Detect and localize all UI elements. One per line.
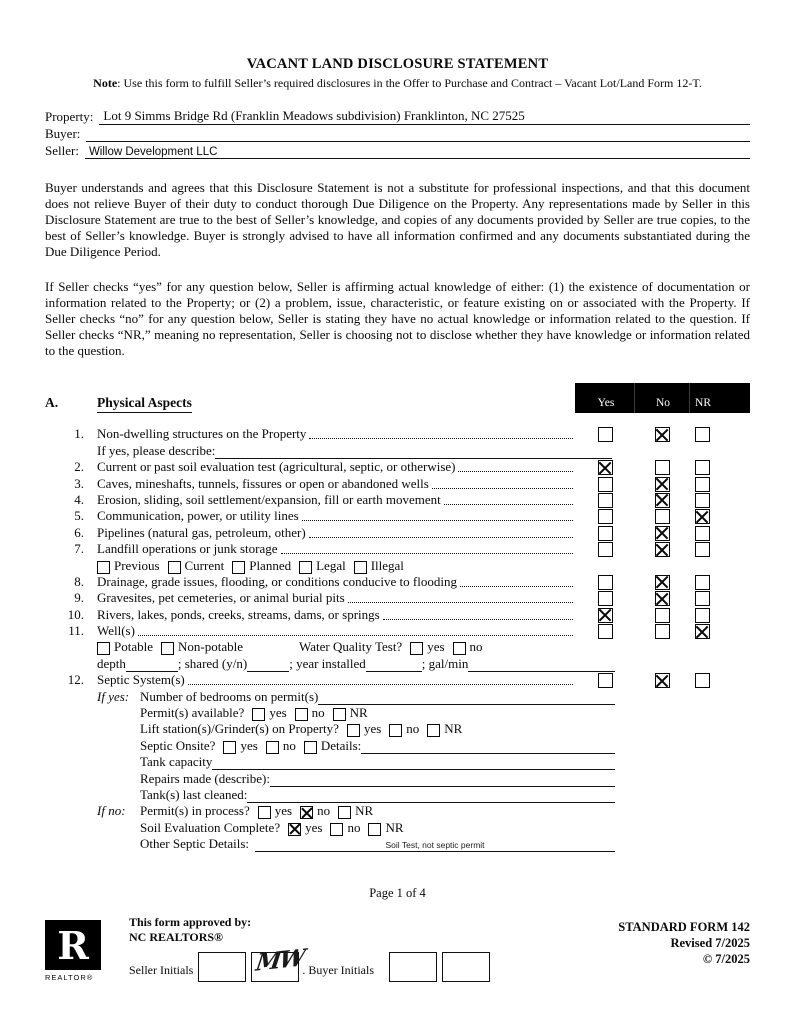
well-details-row — [97, 655, 615, 671]
seller-row — [45, 142, 750, 159]
checkbox-wqt-no[interactable] — [453, 642, 466, 655]
checkbox-no[interactable] — [655, 608, 670, 623]
question-row-8 — [45, 574, 750, 590]
question-row-12 — [45, 672, 750, 688]
question-number: 1. — [74, 426, 84, 442]
checkbox-current[interactable] — [168, 561, 181, 574]
septic-lift-row — [97, 721, 615, 737]
describe-row — [97, 442, 750, 458]
checkbox-permits-no[interactable] — [295, 708, 308, 721]
section-letter: A. — [45, 395, 59, 410]
yes-label: yes — [269, 705, 287, 721]
bedrooms-input-line[interactable] — [318, 692, 615, 705]
question-number: 10. — [67, 606, 84, 622]
other-septic-details-input-line[interactable] — [255, 839, 615, 852]
dot-leader — [458, 471, 573, 472]
septic-repairs-row — [97, 770, 615, 786]
dot-leader — [444, 504, 573, 505]
dot-leader — [281, 553, 573, 554]
realtor-logo-icon: R — [45, 920, 101, 970]
nr-label: NR — [444, 721, 463, 737]
answer-checkboxes — [575, 492, 750, 508]
question-row-9 — [45, 590, 750, 606]
gal-min-input-line[interactable] — [468, 659, 615, 672]
year-input-line[interactable] — [366, 659, 422, 672]
column-separator — [689, 383, 690, 413]
question-number: 9. — [74, 590, 84, 606]
soil-eval-label: Soil Evaluation Complete? — [140, 819, 281, 835]
answer-checkboxes — [575, 606, 750, 622]
no-label: no — [282, 737, 296, 753]
question-number: 7. — [74, 541, 84, 557]
no-label: no — [347, 819, 361, 835]
gal-min-label: ; gal/min — [421, 655, 469, 671]
question-row-6 — [45, 524, 750, 540]
answer-checkboxes — [575, 508, 750, 524]
answer-checkboxes — [575, 574, 750, 590]
checkbox-in-process-nr[interactable] — [338, 806, 351, 819]
question-text: Communication, power, or utility lines — [97, 508, 299, 524]
septic-tank-capacity-row — [97, 754, 615, 770]
checkbox-wqt-yes[interactable] — [410, 642, 423, 655]
seller-signature: MW — [254, 944, 306, 977]
dot-leader — [309, 537, 573, 538]
nr-label: NR — [355, 803, 374, 819]
water-quality-test-label: Water Quality Test? — [298, 639, 403, 655]
checkbox-legal[interactable] — [299, 561, 312, 574]
septic-onsite-label: Septic Onsite? — [140, 737, 216, 753]
checkbox-no[interactable] — [655, 591, 670, 606]
checkbox-lift-nr[interactable] — [427, 724, 440, 737]
seller-input[interactable]: Willow Development LLC — [85, 146, 750, 159]
describe-label: If yes, please describe: — [97, 442, 216, 458]
septic-onsite-row — [97, 737, 615, 753]
no-label: no — [311, 705, 325, 721]
checkbox-yes[interactable] — [598, 673, 613, 688]
question-row-2 — [45, 459, 750, 475]
depth-label: depth — [97, 655, 126, 671]
no-label: no — [317, 803, 331, 819]
question-text: Non-dwelling structures on the Property — [97, 426, 307, 442]
shared-label: ; shared (y/n) — [177, 655, 248, 671]
note-label: Note — [93, 76, 118, 90]
describe-input-line[interactable] — [215, 446, 612, 459]
checkbox-permits-yes[interactable] — [252, 708, 265, 721]
question-number: 4. — [74, 491, 84, 507]
checkbox-nr[interactable] — [695, 673, 710, 688]
checkbox-nr[interactable] — [695, 427, 710, 442]
septic-bedrooms-row — [97, 688, 615, 704]
question-row-5 — [45, 508, 750, 524]
checkbox-lift-yes[interactable] — [347, 724, 360, 737]
buyer-row — [45, 125, 750, 142]
yes-label: yes — [427, 639, 445, 655]
question-text: Pipelines (natural gas, petroleum, other) — [97, 524, 306, 540]
potable-label: Potable — [114, 639, 153, 655]
question-text: Erosion, sliding, soil settlement/expansion, fill or earth movement — [97, 491, 441, 507]
property-input[interactable]: Lot 9 Simms Bridge Rd (Franklin Meadows subdivision) Franklinton, NC 27525 — [99, 108, 750, 125]
answer-checkboxes — [575, 672, 750, 688]
question-row-4 — [45, 492, 750, 508]
nr-label: NR — [385, 819, 404, 835]
checkbox-lift-no[interactable] — [389, 724, 402, 737]
approved-line-1: This form approved by: — [129, 915, 252, 930]
if-yes-label: If yes: — [97, 688, 130, 704]
year-installed-label: ; year installed — [289, 655, 366, 671]
checkbox-nr[interactable] — [695, 526, 710, 541]
seller-initials-label: Seller Initials — [129, 963, 194, 978]
checkbox-nr[interactable] — [695, 591, 710, 606]
buyer-initials-box-2[interactable] — [442, 952, 490, 982]
dot-leader — [309, 438, 573, 439]
party-fields — [45, 108, 750, 159]
checkbox-nr[interactable] — [695, 608, 710, 623]
section-a-header — [45, 381, 750, 413]
yes-label: yes — [305, 819, 323, 835]
footer — [45, 915, 750, 982]
property-row — [45, 108, 750, 125]
seller-initials-box-2[interactable] — [251, 944, 306, 982]
checkbox-yes[interactable] — [598, 608, 613, 623]
septic-soil-eval-row — [97, 819, 615, 835]
option-label: Illegal — [370, 557, 404, 573]
buyer-initials-box-1[interactable] — [389, 952, 437, 982]
yes-label: yes — [363, 721, 382, 737]
question-number: 2. — [74, 459, 84, 475]
seller-label: Seller: — [45, 143, 79, 158]
property-label: Property: — [45, 109, 94, 124]
last-cleaned-input-line[interactable] — [247, 790, 615, 803]
checkbox-no[interactable] — [655, 509, 670, 524]
dot-leader — [348, 602, 573, 603]
checkbox-illegal[interactable] — [354, 561, 367, 574]
answer-checkboxes — [575, 475, 750, 491]
question-text: Rivers, lakes, ponds, creeks, streams, dams, or springs — [97, 606, 380, 622]
question-text: Well(s) — [97, 623, 135, 639]
copyright-date: © 7/2025 — [702, 952, 750, 967]
septic-permits-available-row — [97, 705, 615, 721]
seller-initials-box-1[interactable] — [198, 952, 246, 982]
question-list — [45, 426, 750, 852]
option-label: Legal — [316, 557, 346, 573]
question-text: Landfill operations or junk storage — [97, 541, 278, 557]
checkbox-yes[interactable] — [598, 542, 613, 557]
checkbox-soil-eval-yes[interactable] — [288, 823, 301, 836]
checkbox-yes[interactable] — [598, 526, 613, 541]
no-label: no — [469, 639, 483, 655]
answer-checkboxes — [575, 590, 750, 606]
form-id-block — [618, 915, 750, 982]
checkbox-no[interactable] — [655, 673, 670, 688]
depth-input-line[interactable] — [126, 659, 178, 672]
permits-in-process-label: Permit(s) in process? — [140, 803, 250, 819]
dot-leader — [432, 488, 573, 489]
checkbox-soil-eval-nr[interactable] — [368, 823, 381, 836]
checkbox-potable[interactable] — [97, 642, 110, 655]
buyer-input[interactable] — [86, 141, 750, 142]
checkbox-yes[interactable] — [598, 591, 613, 606]
question-row-1 — [45, 426, 750, 442]
checkbox-nr[interactable] — [695, 542, 710, 557]
question-number: 12. — [67, 672, 84, 688]
column-header-yes: Yes — [597, 397, 615, 409]
standard-form-number: STANDARD FORM 142 — [618, 920, 750, 935]
question-text: Current or past soil evaluation test (agricultural, septic, or otherwise) — [97, 459, 456, 475]
page-number: Page 1 of 4 — [369, 886, 426, 901]
checkbox-no[interactable] — [655, 477, 670, 492]
checkbox-yes[interactable] — [598, 477, 613, 492]
repairs-input-line[interactable] — [270, 774, 615, 787]
checkbox-previous[interactable] — [97, 561, 110, 574]
column-header-nr: NR — [695, 397, 711, 409]
septic-other-details-row — [97, 836, 615, 852]
yes-label: yes — [240, 737, 258, 753]
permits-available-label: Permit(s) available? — [140, 705, 245, 721]
answer-checkboxes — [575, 623, 750, 639]
section-heading: Physical Aspects — [97, 395, 192, 413]
question-text: Drainage, grade issues, flooding, or conditions conducive to flooding — [97, 573, 457, 589]
question-row-7 — [45, 541, 750, 557]
tank-capacity-label: Tank capacity — [140, 754, 213, 770]
question-text: Gravesites, pet cemeteries, or animal burial pits — [97, 590, 345, 606]
approved-block — [129, 915, 490, 982]
checkbox-no[interactable] — [655, 460, 670, 475]
revised-date: Revised 7/2025 — [670, 936, 750, 951]
checkbox-no[interactable] — [655, 575, 670, 590]
checkbox-permits-nr[interactable] — [333, 708, 346, 721]
disclosure-paragraph-1: Buyer understands and agrees that this Disclosure Statement is not a substitute for professional inspections, and that this document does not relieve Buyer of their duty to conduct thorough Due Diligence on the Property. Any representations made by Seller in this Disclosure Statement are true to the best of Seller’s knowledge, and copies of any documents provided by Seller are true copies, to the best of Seller’s knowledge. Buyer is strongly advised to have all information confirmed and any documents substantiated during the Due Diligence Period. — [45, 180, 750, 259]
other-septic-details-label: Other Septic Details: — [140, 836, 250, 852]
well-type-row — [97, 639, 750, 655]
checkbox-in-process-no[interactable] — [300, 806, 313, 819]
question-number: 11. — [68, 623, 84, 639]
note-text: : Use this form to fulfill Seller’s required disclosures in the Offer to Purchase and Contract – Vacant Lot/Land Form 12-T. — [117, 76, 702, 90]
checkbox-in-process-yes[interactable] — [258, 806, 271, 819]
details-label: Details: — [320, 737, 362, 753]
answer-checkboxes — [575, 426, 750, 442]
checkbox-onsite-details[interactable] — [304, 741, 317, 754]
yes-label: yes — [274, 803, 293, 819]
checkbox-nr[interactable] — [695, 509, 710, 524]
checkbox-no[interactable] — [655, 624, 670, 639]
checkbox-non-potable[interactable] — [161, 642, 174, 655]
option-label: Current — [184, 557, 225, 573]
septic-last-cleaned-row — [97, 787, 615, 803]
buyer-label: Buyer: — [45, 126, 81, 141]
checkbox-planned[interactable] — [232, 561, 245, 574]
column-header-no: No — [655, 397, 671, 409]
dot-leader — [460, 586, 573, 587]
realtor-logo-block — [45, 915, 129, 982]
question-text: Caves, mineshafts, tunnels, fissures or open or abandoned wells — [97, 475, 429, 491]
checkbox-no[interactable] — [655, 542, 670, 557]
checkbox-yes[interactable] — [598, 509, 613, 524]
landfill-options-row — [97, 557, 750, 573]
tank-capacity-input-line[interactable] — [212, 757, 615, 770]
option-label: Previous — [114, 557, 160, 573]
dot-leader — [302, 520, 573, 521]
no-label: no — [406, 721, 420, 737]
realtor-logo-text: REALTOR® — [45, 973, 94, 983]
checkbox-onsite-no[interactable] — [266, 741, 279, 754]
checkbox-no[interactable] — [655, 493, 670, 508]
dot-leader — [383, 619, 573, 620]
initials-row — [129, 944, 490, 982]
answer-column-header-bar — [575, 383, 750, 413]
question-row-11 — [45, 623, 750, 639]
checkbox-nr[interactable] — [695, 460, 710, 475]
if-no-label: If no: — [97, 803, 126, 819]
checkbox-yes[interactable] — [598, 427, 613, 442]
other-septic-details-value: Soil Test, not septic permit — [385, 840, 485, 851]
question-row-10 — [45, 606, 750, 622]
answer-checkboxes — [575, 524, 750, 540]
shared-input-line[interactable] — [247, 659, 289, 672]
form-note — [45, 76, 750, 91]
checkbox-nr[interactable] — [695, 493, 710, 508]
approved-line-2: NC REALTORS® — [129, 930, 223, 945]
details-input-line[interactable] — [361, 741, 615, 754]
checkbox-nr[interactable] — [695, 575, 710, 590]
lift-station-label: Lift station(s)/Grinder(s) on Property? — [140, 721, 339, 737]
checkbox-no[interactable] — [655, 526, 670, 541]
option-label: Planned — [249, 557, 292, 573]
checkbox-soil-eval-no[interactable] — [330, 823, 343, 836]
checkbox-nr[interactable] — [695, 624, 710, 639]
checkbox-yes[interactable] — [598, 575, 613, 590]
checkbox-nr[interactable] — [695, 477, 710, 492]
bedrooms-label: Number of bedrooms on permit(s) — [140, 688, 319, 704]
form-title: VACANT LAND DISCLOSURE STATEMENT — [246, 56, 549, 72]
last-cleaned-label: Tank(s) last cleaned: — [140, 786, 248, 802]
dot-leader — [188, 684, 573, 685]
buyer-initials-label: . Buyer Initials — [302, 963, 374, 978]
checkbox-onsite-yes[interactable] — [223, 741, 236, 754]
question-number: 8. — [74, 573, 84, 589]
question-row-3 — [45, 475, 750, 491]
question-number: 3. — [74, 475, 84, 491]
checkbox-yes[interactable] — [598, 460, 613, 475]
repairs-label: Repairs made (describe): — [140, 770, 270, 786]
question-number: 5. — [74, 508, 84, 524]
question-number: 6. — [74, 524, 84, 540]
question-text: Septic System(s) — [97, 672, 185, 688]
checkbox-no[interactable] — [655, 427, 670, 442]
nr-label: NR — [349, 705, 368, 721]
answer-checkboxes — [575, 541, 750, 557]
non-potable-label: Non-potable — [178, 639, 243, 655]
dot-leader — [138, 635, 573, 636]
column-separator — [634, 383, 635, 413]
disclosure-paragraph-2: If Seller checks “yes” for any question below, Seller is affirming actual knowledge of either: (1) the existence of documentation or information related to the Property; or (2) a problem, issue, characteristic, or feature existing on or associated with the Property. If Seller checks “no” for any question below, Seller is stating they have no actual knowledge or information related to the question. If Seller checks “NR,” meaning no representation, Seller is choosing not to disclose whether they have knowledge or information related to the question. — [45, 279, 750, 358]
answer-checkboxes — [575, 459, 750, 475]
checkbox-yes[interactable] — [598, 624, 613, 639]
septic-in-process-row — [97, 803, 615, 819]
checkbox-yes[interactable] — [598, 493, 613, 508]
